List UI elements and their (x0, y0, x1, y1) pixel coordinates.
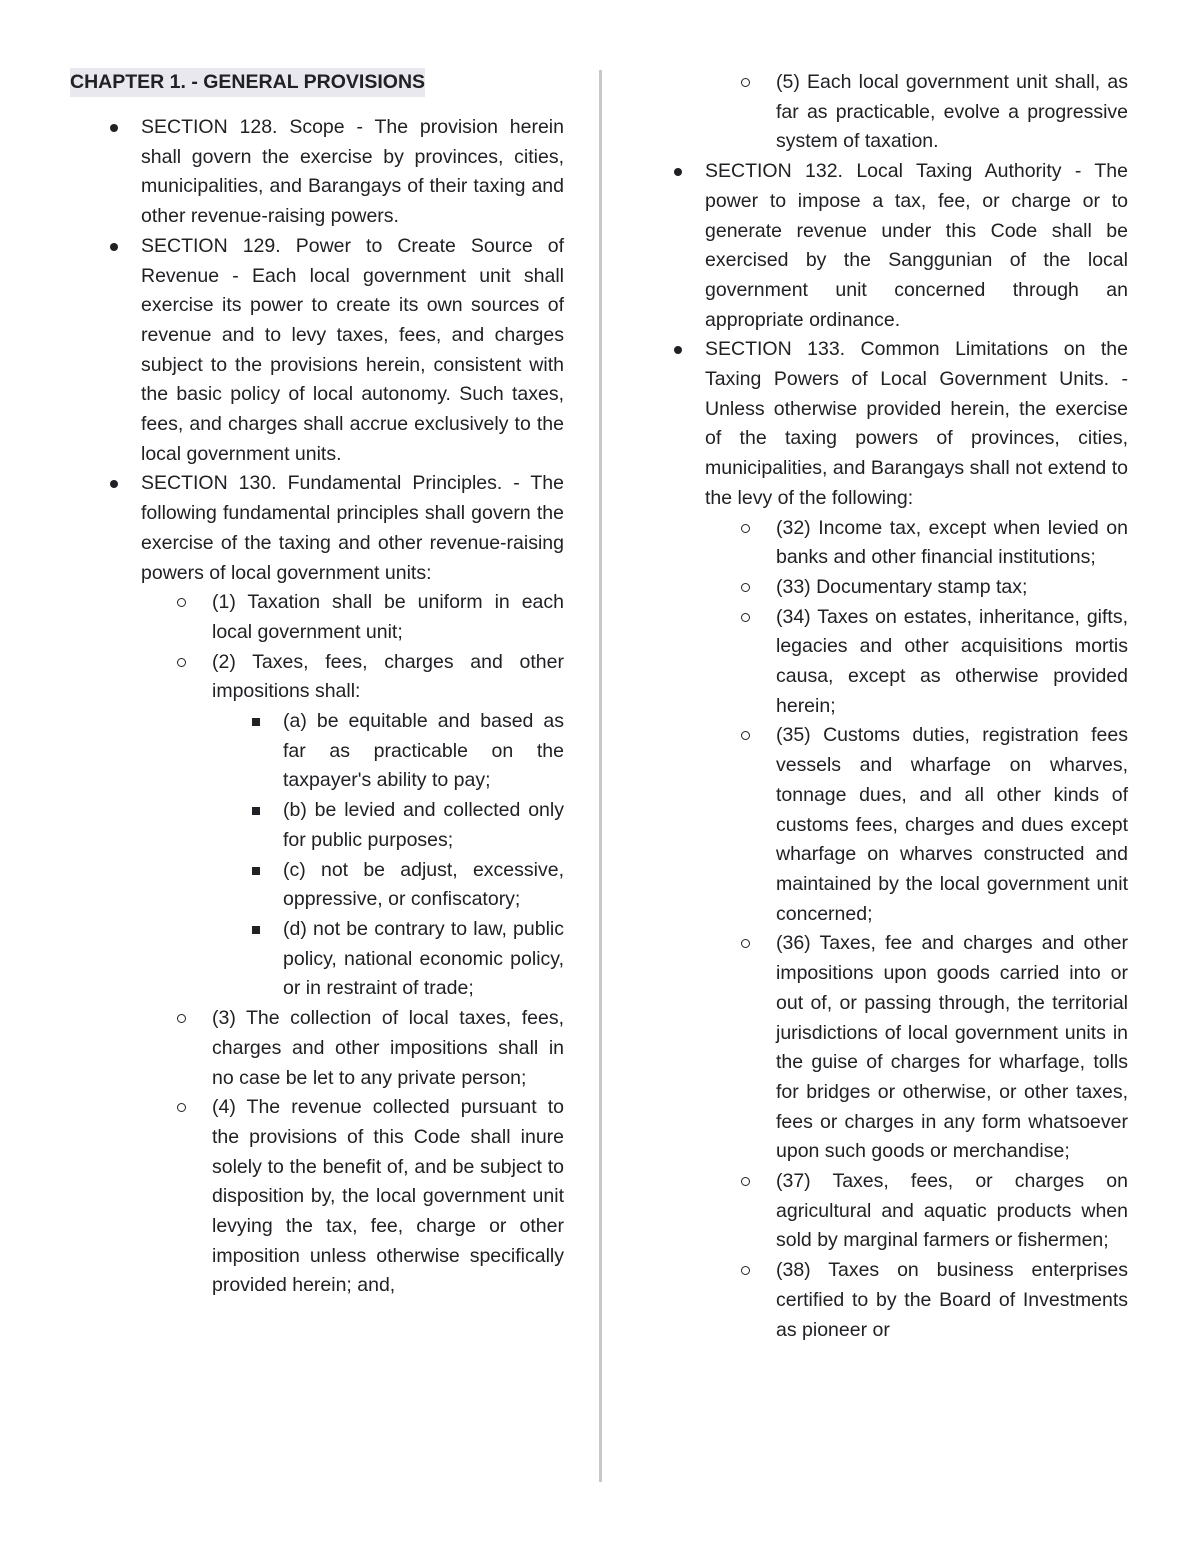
bullet-circle-icon (177, 598, 186, 607)
principle-4-text: (4) The revenue collected pursuant to the provisions of this Code shall inure solely to the benefit of, and be subject to disposition by, the local government unit levying the tax, fee, charge or other imposition unless otherwise specifically provided herein; and, (212, 1096, 564, 1297)
limitations-list (634, 514, 1128, 1346)
bullet-disc-icon (110, 243, 118, 251)
principle-4 (70, 1093, 564, 1301)
bullet-circle-icon (177, 658, 186, 667)
bullet-circle-icon (741, 1266, 750, 1275)
principle-2-sublist (70, 707, 564, 1004)
bullet-circle-icon (741, 583, 750, 592)
bullet-circle-icon (177, 1103, 186, 1112)
principle-2-text: (2) Taxes, fees, charges and other impositions shall: (212, 650, 564, 703)
section-list (70, 113, 564, 588)
bullet-disc-icon (674, 346, 682, 354)
section-133-text: SECTION 133. Common Limitations on the Taxing Powers of Local Government Units. - Unless otherwise provided herein, the exercise of the taxing powers of provinces, cities, municipalities, and Barangays shall not extend to the levy of the following: (705, 338, 1128, 509)
limitation-36-text: (36) Taxes, fee and charges and other impositions upon goods carried into or out of, or passing through, the territorial jurisdictions of local government units in the guise of charges for wharfage, tolls for bridges or otherwise, or other taxes, fees or charges in any form whatsoever upon such goods or merchandise; (776, 932, 1128, 1163)
principle-3-text: (3) The collection of local taxes, fees, charges and other impositions shall in no case be let to any private person; (212, 1007, 564, 1089)
bullet-square-icon (252, 867, 260, 875)
principle-2c (70, 856, 564, 915)
section-129 (70, 232, 564, 470)
bullet-circle-icon (741, 78, 750, 87)
section-128-text: SECTION 128. Scope - The provision herein shall govern the exercise by provinces, cities, municipalities, and Barangays of their taxing and other revenue-raising powers. (141, 116, 564, 228)
bullet-square-icon (252, 718, 260, 726)
section-130-text: SECTION 130. Fundamental Principles. - The following fundamental principles shall govern the exercise of the taxing and other revenue-raising powers of local government units: (141, 472, 564, 584)
principle-2d (70, 915, 564, 1004)
principle-2a (70, 707, 564, 796)
bullet-circle-icon (741, 939, 750, 948)
section-128 (70, 113, 564, 232)
principle-3 (70, 1004, 564, 1093)
bullet-circle-icon (177, 1014, 186, 1023)
bullet-circle-icon (741, 731, 750, 740)
principle-5 (634, 68, 1128, 157)
section-list-right (634, 157, 1128, 513)
bullet-disc-icon (674, 168, 682, 176)
bullet-square-icon (252, 807, 260, 815)
principle-2b-text: (b) be levied and collected only for public purposes; (283, 799, 564, 851)
principle-2a-text: (a) be equitable and based as far as practicable on the taxpayer's ability to pay; (283, 710, 564, 792)
principle-2d-text: (d) not be contrary to law, public policy, national economic policy, or in restraint of trade; (283, 917, 564, 1000)
principles-list (70, 588, 564, 707)
right-column (634, 68, 1128, 1345)
section-132 (634, 157, 1128, 335)
principle-2 (70, 648, 564, 707)
principles-list-continued (70, 1004, 564, 1301)
section-132-text: SECTION 132. Local Taxing Authority - The power to impose a tax, fee, or charge or to generate revenue under this Code shall be exercised by the Sanggunian of the local government unit concerned through an appropriate ordinance. (705, 160, 1128, 331)
limitation-35-text: (35) Customs duties, registration fees vessels and wharfage on wharves, tonnage dues, and all other kinds of customs fees, charges and dues except wharfage on wharves constructed and maintained by the local government unit concerned; (776, 724, 1128, 925)
principle-2c-text: (c) not be adjust, excessive, oppressive, or confiscatory; (283, 858, 564, 911)
bullet-square-icon (252, 926, 260, 934)
section-129-text: SECTION 129. Power to Create Source of Revenue - Each local government unit shall exercise its power to create its own sources of revenue and to levy taxes, fees, and charges subject to the provisions herein, consistent with the basic policy of local autonomy. Such taxes, fees, and charges shall accrue exclusively to the local government units. (141, 234, 564, 465)
limitation-34 (634, 603, 1128, 722)
limitation-33 (634, 573, 1128, 603)
limitation-34-text: (34) Taxes on estates, inheritance, gifts, legacies and other acquisitions mortis causa, except as otherwise provided herein; (776, 605, 1128, 717)
left-column (70, 68, 564, 1301)
chapter-title: CHAPTER 1. - GENERAL PROVISIONS (70, 68, 425, 97)
limitation-36 (634, 929, 1128, 1167)
principle-1 (70, 588, 564, 647)
bullet-disc-icon (110, 124, 118, 132)
section-130 (70, 469, 564, 588)
section-133 (634, 335, 1128, 513)
bullet-circle-icon (741, 524, 750, 533)
bullet-disc-icon (110, 480, 118, 488)
limitation-37 (634, 1167, 1128, 1256)
limitation-37-text: (37) Taxes, fees, or charges on agricultural and aquatic products when sold by marginal farmers or fishermen; (776, 1170, 1128, 1252)
principle-5-text: (5) Each local government unit shall, as far as practicable, evolve a progressive system of taxation. (776, 71, 1128, 153)
limitation-33-text: (33) Documentary stamp tax; (776, 575, 1028, 598)
limitation-38-text: (38) Taxes on business enterprises certified to by the Board of Investments as pioneer or (776, 1259, 1128, 1341)
limitation-38 (634, 1256, 1128, 1345)
bullet-circle-icon (741, 1177, 750, 1186)
principles-list-end (634, 68, 1128, 157)
principle-1-text: (1) Taxation shall be uniform in each local government unit; (212, 591, 564, 643)
principle-2b (70, 796, 564, 855)
limitation-32-text: (32) Income tax, except when levied on banks and other financial institutions; (776, 516, 1128, 569)
bullet-circle-icon (741, 613, 750, 622)
column-divider (599, 70, 602, 1482)
limitation-32 (634, 514, 1128, 573)
limitation-35 (634, 721, 1128, 929)
